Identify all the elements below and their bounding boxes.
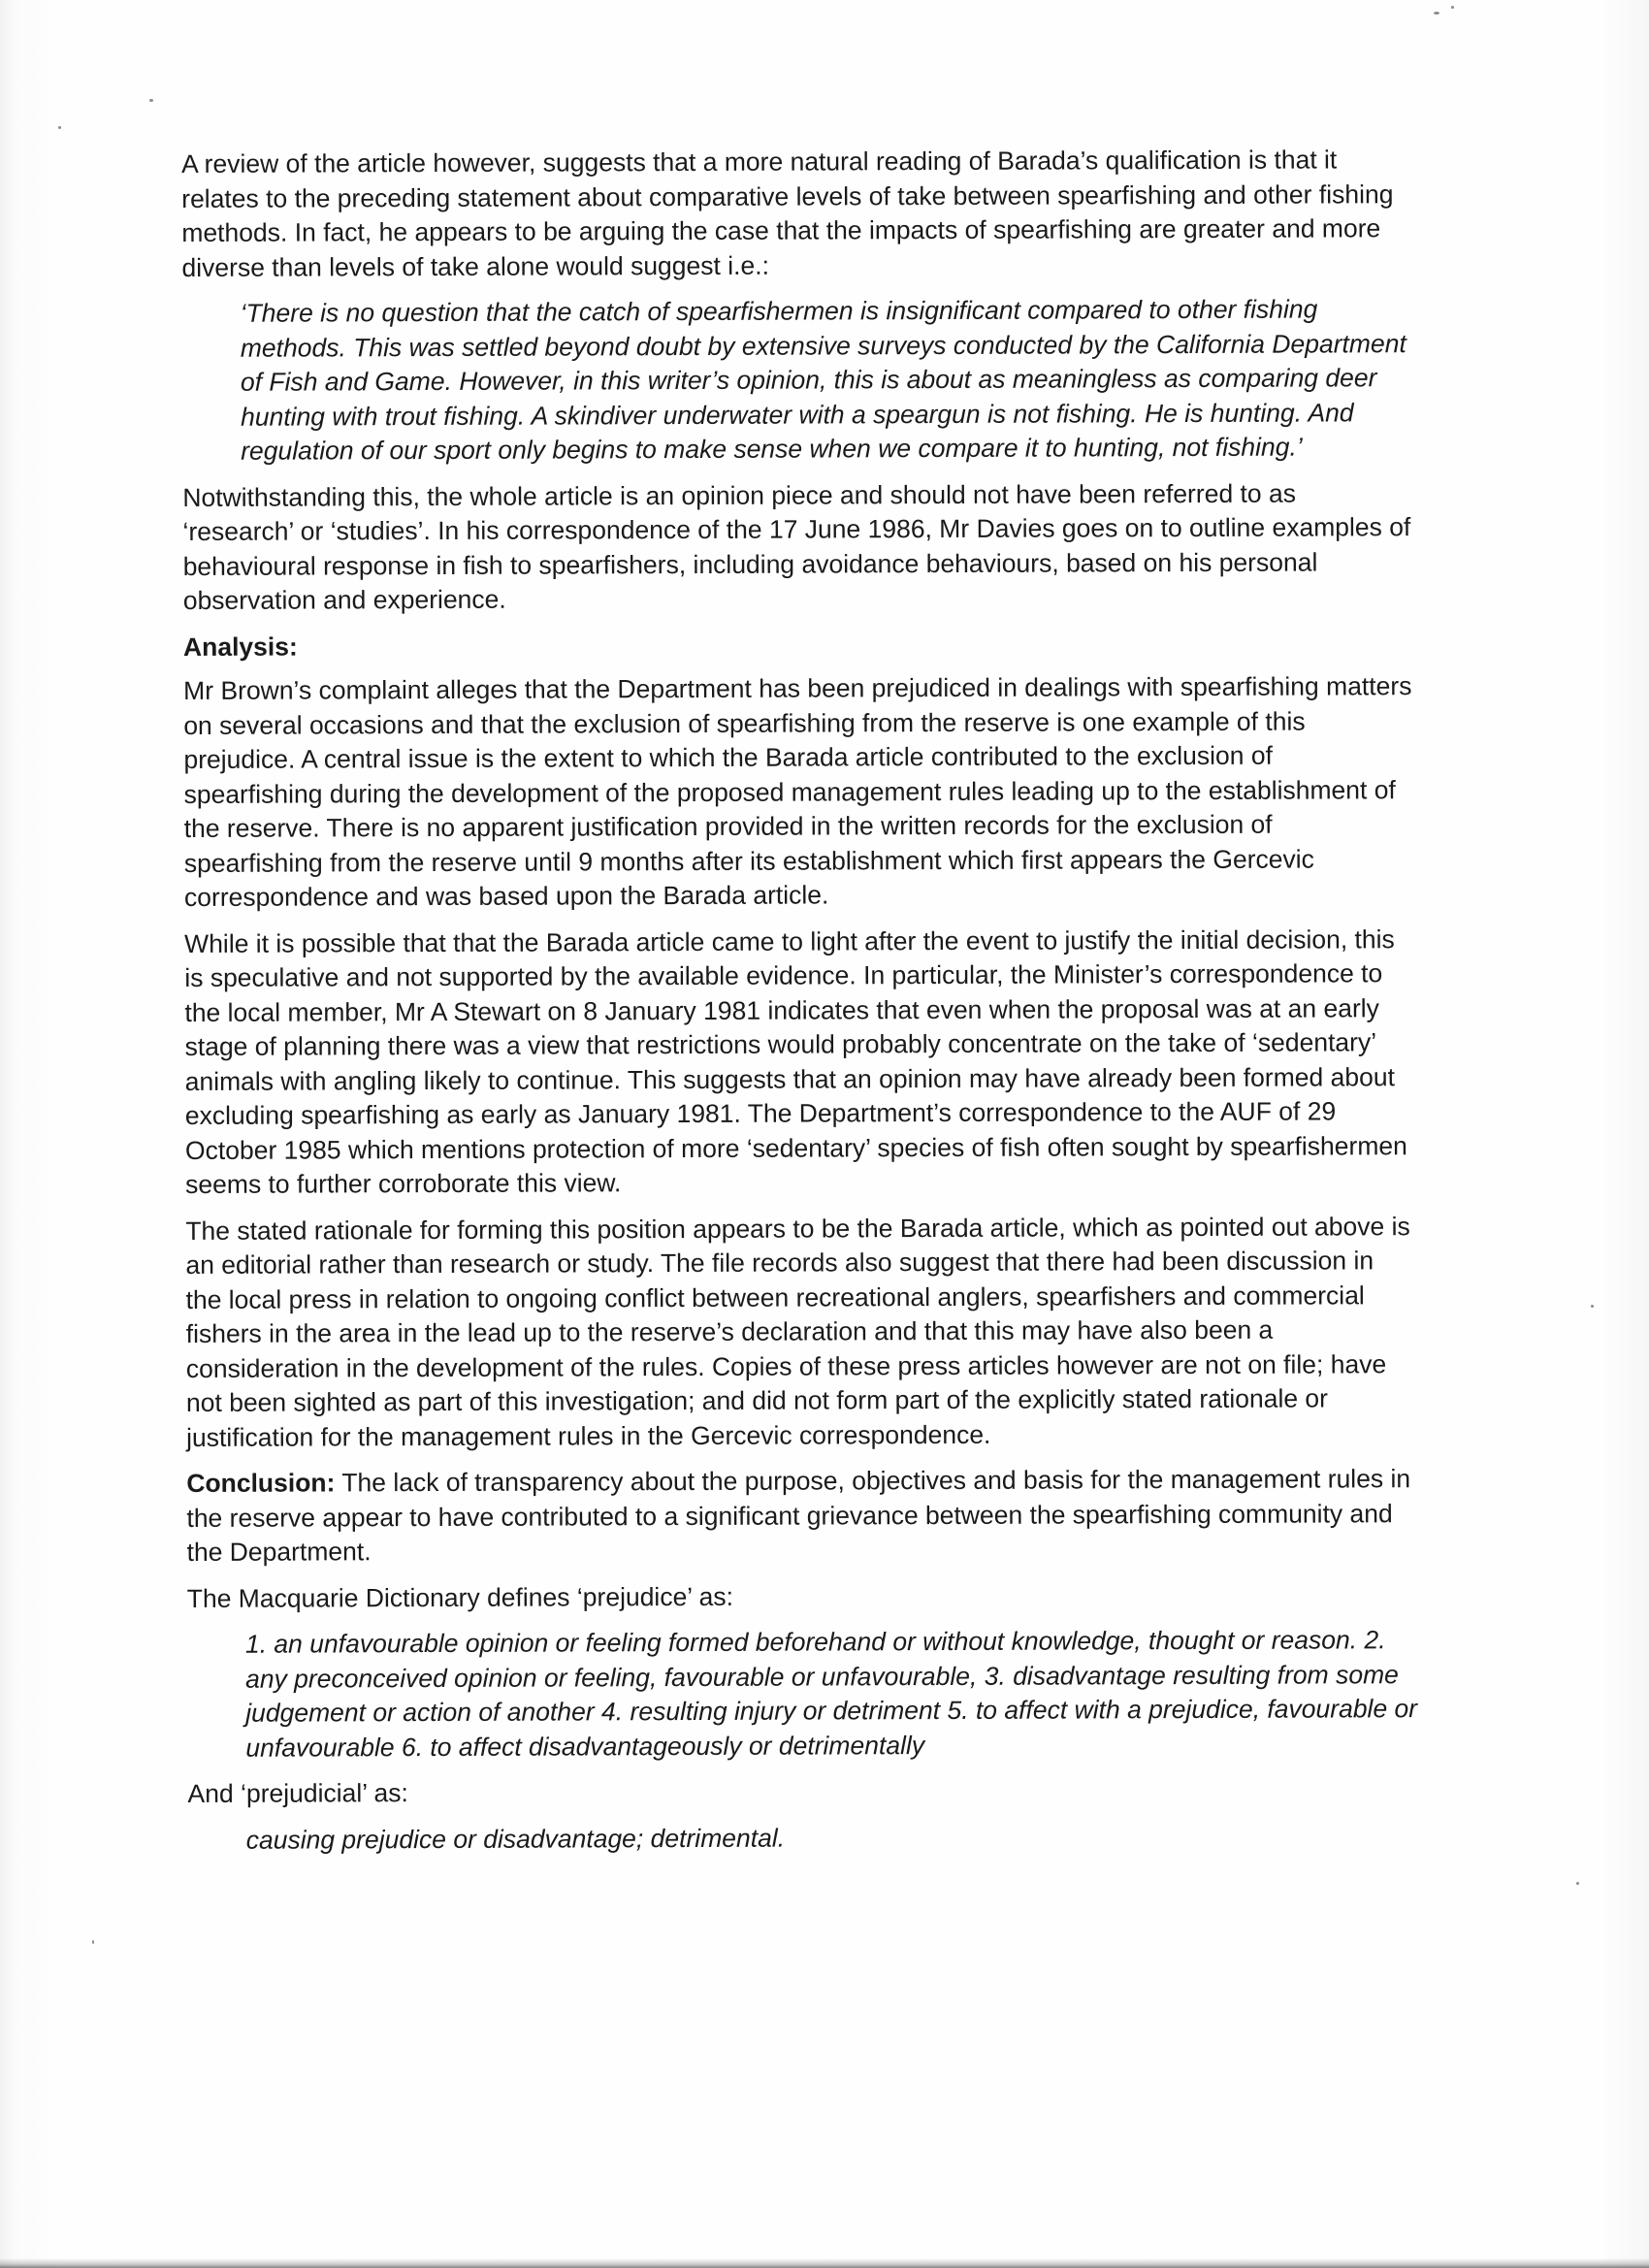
scan-bottom-edge: [0, 2258, 1649, 2268]
conclusion-text: The lack of transparency about the purpose, objectives and basis for the management rules in the reserve appear to have contributed to a significant grievance between the spearfishing community and the Department.: [186, 1464, 1411, 1567]
paragraph-evidence: While it is possible that that the Barada article came to light after the event to justify the initial decision, this is speculative and not supported by the available evidence. In particular, the Minister’s correspondence to the local member, Mr A Stewart on 8 January 1981 indicates that even when the proposal was at an early stage of planning there was a view that restrictions would probably concentrate on the take of ‘sedentary’ animals with angling likely to continue. This suggests that an opinion may have already been formed about excluding spearfishing as early as January 1981. The Department’s correspondence to the AUF of 29 October 1985 which mentions protection of more ‘sedentary’ species of fish often sought by spearfishermen seems to further corroborate this view.: [184, 923, 1407, 1199]
scan-speck: [92, 1940, 94, 1944]
scan-speck: [1591, 1305, 1594, 1308]
heading-analysis: Analysis:: [182, 632, 298, 662]
scan-speck: [1434, 12, 1439, 15]
paragraph-rationale: The stated rationale for forming this position appears to be the Barada article, which as pointed out above is an editorial rather than research or study. The file records also suggest that there had been discussion in the local press in relation to ongoing conflict between recreational anglers, spearfishers and commercial fishers in the area in the lead up to the reserve’s declaration and that this may have also been a consideration in the development of the rules. Copies of these press articles however are not on file; have not been sighted as part of this investigation; and did not form part of the explicitly stated rationale or justification for the management rules in the Gercevic correspondence.: [185, 1211, 1410, 1452]
paragraph-definition-intro: The Macquarie Dictionary defines ‘prejudice’ as:: [186, 1581, 733, 1613]
paragraph-barada-review: A review of the article however, suggests that a more natural reading of Barada’s qualification is that it relates to the preceding statement about comparative levels of take between spearfishing and other fishing methods. In fact, he appears to be arguing the case that the impacts of spearfishing are greater and more diverse than levels of take alone would suggest i.e.:: [181, 145, 1394, 282]
quote-barada-article: ‘There is no question that the catch of spearfishermen is insignificant compared to other fishing methods. This was settled beyond doubt by extensive surveys conducted by the California Department of Fish and Game. However, in this writer’s opinion, this is about as meaningless as comparing deer hunting with trout fishing. A skindiver underwater with a speargun is not fishing. He is hunting. And regulation of our sport only begins to make sense when we compare it to hunting, not fishing.’: [240, 294, 1406, 466]
scan-speck: [58, 126, 61, 129]
quote-prejudicial-definition: causing prejudice or disadvantage; detrimental.: [245, 1823, 786, 1855]
paragraph-conclusion: [186, 1462, 1416, 1570]
conclusion-label: Conclusion:: [186, 1468, 336, 1498]
document-body: [181, 143, 1418, 1869]
paragraph-complaint: Mr Brown’s complaint alleges that the Department has been prejudiced in dealings with spearfishing matters on several occasions and that the exclusion of spearfishing from the reserve is one example of this prejudice. A central issue is the extent to which the Barada article contributed to the exclusion of spearfishing during the development of the proposed management rules leading up to the establishment of the reserve. There is no apparent justification provided in the written records for the exclusion of spearfishing from the reserve until 9 months after its establishment which first appears the Gercevic correspondence and was based upon the Barada article.: [183, 671, 1412, 912]
scan-speck: [149, 99, 153, 102]
paragraph-opinion-piece: Notwithstanding this, the whole article is an opinion piece and should not have been referred to as ‘research’ or ‘studies’. In his correspondence of the 17 June 1986, Mr Davies goes on to outline examples of behavioural response in fish to spearfishers, including avoidance behaviours, based on his personal observation and experience.: [182, 478, 1411, 615]
scan-speck: [1451, 6, 1454, 9]
scan-speck: [1576, 1882, 1579, 1885]
paragraph-prejudicial-intro: And ‘prejudicial’ as:: [187, 1778, 408, 1808]
quote-prejudice-definition: 1. an unfavourable opinion or feeling formed beforehand or without knowledge, thought or reason. 2. any preconceived opinion or feeling, favourable or unfavourable, 3. disadvantage resulting from some judgement or action of another 4. resulting injury or detriment 5. to affect with a prejudice, favourable or unfavourable 6. to affect disadvantageously or detrimentally: [244, 1625, 1418, 1763]
